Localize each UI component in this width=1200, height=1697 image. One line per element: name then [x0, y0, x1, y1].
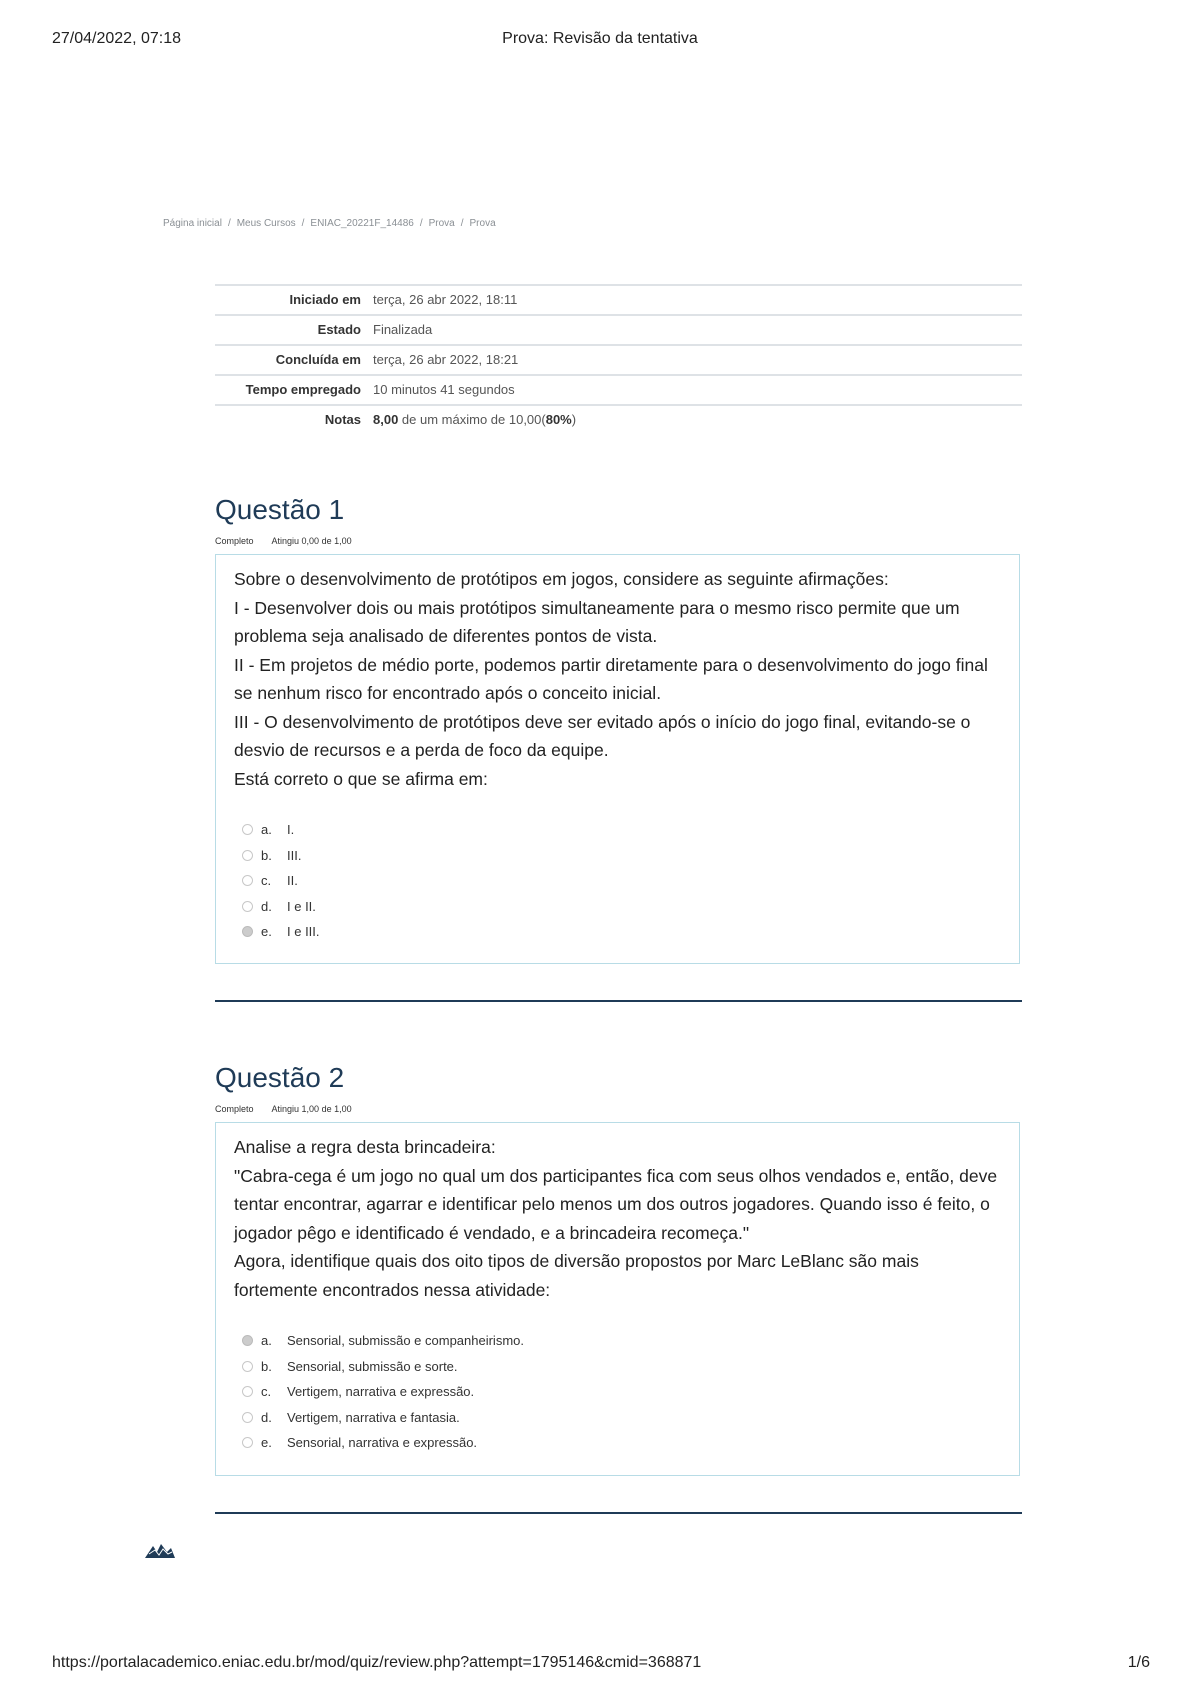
answer-option[interactable]	[234, 1354, 1001, 1380]
radio-button[interactable]	[242, 1386, 253, 1397]
answer-text: I.	[287, 822, 295, 838]
question-text-line: I - Desenvolver dois ou mais protótipos simultaneamente para o mesmo risco permite que um problema seja analisado de diferentes pontos de vista.	[234, 597, 960, 646]
answer-list	[234, 817, 1001, 945]
summary-row-grade	[215, 405, 1022, 434]
print-header	[0, 30, 1200, 54]
answer-letter: d.	[261, 1409, 272, 1425]
attempt-summary-table	[215, 284, 1022, 434]
print-page-number: 1/6	[1127, 1654, 1150, 1671]
question-1-meta	[215, 536, 352, 546]
radio-button[interactable]	[242, 1412, 253, 1423]
answer-letter: a.	[261, 822, 272, 838]
question-status: Completo	[215, 536, 254, 546]
answer-option[interactable]	[234, 1405, 1001, 1431]
print-page-title: Prova: Revisão da tentativa	[502, 30, 698, 47]
summary-label	[215, 375, 367, 405]
answer-option[interactable]	[234, 894, 1001, 920]
summary-row-started	[215, 285, 1022, 315]
grade-percent: 80%	[545, 412, 572, 427]
answer-option[interactable]	[234, 868, 1001, 894]
breadcrumb-section[interactable]: Prova	[428, 218, 455, 229]
answer-letter: a.	[261, 1333, 272, 1349]
grade-end: )	[571, 412, 577, 427]
answer-text: Sensorial, submissão e sorte.	[287, 1358, 458, 1374]
summary-row-state	[215, 315, 1022, 345]
breadcrumb-my-courses[interactable]: Meus Cursos	[236, 218, 296, 229]
question-divider	[215, 1000, 1022, 1002]
answer-option[interactable]	[234, 1379, 1001, 1405]
answer-option[interactable]	[234, 1328, 1001, 1354]
summary-value: 10 minutos 41 segundos	[367, 375, 1022, 405]
summary-row-time-taken	[215, 375, 1022, 405]
question-text-line: Está correto o que se afirma em:	[234, 768, 488, 789]
answer-option[interactable]	[234, 843, 1001, 869]
question-status: Completo	[215, 1104, 254, 1114]
answer-letter: b.	[261, 847, 272, 863]
question-1-title: Questão 1	[215, 494, 345, 525]
summary-value	[367, 405, 1022, 434]
answer-letter: d.	[261, 898, 272, 914]
summary-value: Finalizada	[367, 315, 1022, 345]
summary-label: Iniciado em	[215, 285, 367, 315]
question-text-line: Analise a regra desta brincadeira:	[234, 1137, 496, 1157]
breadcrumb-quiz[interactable]: Prova	[469, 218, 496, 229]
summary-label: Estado	[215, 315, 367, 345]
summary-label: Notas	[215, 405, 367, 434]
question-text	[234, 1133, 1001, 1304]
radio-button[interactable]	[242, 1437, 253, 1448]
print-url: https://portalacademico.eniac.edu.br/mod/quiz/review.php?attempt=1795146&cmid=368871	[52, 1654, 702, 1671]
grade-max: de um máximo de 10,00(	[398, 412, 546, 427]
breadcrumb-home[interactable]: Página inicial	[163, 218, 222, 229]
question-divider	[215, 1512, 1022, 1514]
print-footer	[0, 1654, 1200, 1678]
print-datetime: 27/04/2022, 07:18	[52, 30, 182, 47]
breadcrumb: Página inicial / Meus Cursos / ENIAC_20221F_14486 / Prova / Prova	[163, 218, 496, 229]
answer-letter: c.	[261, 1384, 272, 1400]
summary-value: terça, 26 abr 2022, 18:11	[367, 285, 1022, 315]
answer-letter: e.	[261, 924, 272, 940]
answer-option[interactable]	[234, 817, 1001, 843]
question-1-box	[215, 554, 1020, 964]
radio-button[interactable]	[242, 850, 253, 861]
answer-letter: e.	[261, 1435, 272, 1451]
radio-button[interactable]	[242, 1361, 253, 1372]
summary-label-text: Tempo empregado	[245, 382, 361, 397]
question-text-line: Sobre o desenvolvimento de protótipos em jogos, considere as seguinte afirmações:	[234, 569, 889, 589]
answer-option[interactable]	[234, 1430, 1001, 1456]
answer-text: Vertigem, narrativa e fantasia.	[287, 1409, 460, 1425]
question-2-meta	[215, 1104, 352, 1114]
question-score: Atingiu 1,00 de 1,00	[271, 1104, 352, 1114]
question-text-line: III - O desenvolvimento de protótipos deve ser evitado após o início do jogo final, evitando-se o desvio de recursos e a perda de foco da equipe.	[234, 711, 971, 760]
summary-label: Concluída em	[215, 345, 367, 375]
answer-letter: b.	[261, 1358, 272, 1374]
radio-button[interactable]	[242, 824, 253, 835]
question-2-box	[215, 1122, 1020, 1476]
summary-value: terça, 26 abr 2022, 18:21	[367, 345, 1022, 375]
answer-text: I e II.	[287, 898, 316, 914]
breadcrumb-course[interactable]: ENIAC_20221F_14486	[310, 218, 414, 229]
answer-text: II.	[287, 873, 298, 889]
radio-button-selected[interactable]	[242, 1335, 253, 1346]
radio-button-selected[interactable]	[242, 926, 253, 937]
question-2-title: Questão 2	[215, 1062, 345, 1093]
answer-text: III.	[287, 847, 302, 863]
radio-button[interactable]	[242, 901, 253, 912]
answer-text: Sensorial, submissão e companheirismo.	[287, 1333, 524, 1349]
grade-value: 8,00	[373, 412, 399, 427]
question-text-line: II - Em projetos de médio porte, podemos partir diretamente para o desenvolvimento do jogo final se nenhum risco for encontrado após o conceito inicial.	[234, 654, 988, 703]
answer-option[interactable]	[234, 919, 1001, 945]
summary-row-completed	[215, 345, 1022, 375]
answer-letter: c.	[261, 873, 272, 889]
question-score: Atingiu 0,00 de 1,00	[271, 536, 352, 546]
question-text	[234, 565, 1001, 793]
answer-text: Sensorial, narrativa e expressão.	[287, 1435, 478, 1451]
answer-text: Vertigem, narrativa e expressão.	[287, 1384, 475, 1400]
radio-button[interactable]	[242, 875, 253, 886]
eniac-logo-icon[interactable]	[145, 1540, 175, 1560]
question-text-line: "Cabra-cega é um jogo no qual um dos participantes fica com seus olhos vendados e, então, deve tentar encontrar, agarrar e identificar pelo menos um dos outros jogadores. Quando isso é feito, o jogador pêgo e identificado é vendado, e a brincadeira recomeça."	[234, 1165, 998, 1243]
question-text-line: Agora, identifique quais dos oito tipos de diversão propostos por Marc LeBlanc são mais fortemente encontrados nessa atividade:	[234, 1251, 919, 1300]
answer-text: I e III.	[287, 924, 320, 940]
answer-list	[234, 1328, 1001, 1456]
